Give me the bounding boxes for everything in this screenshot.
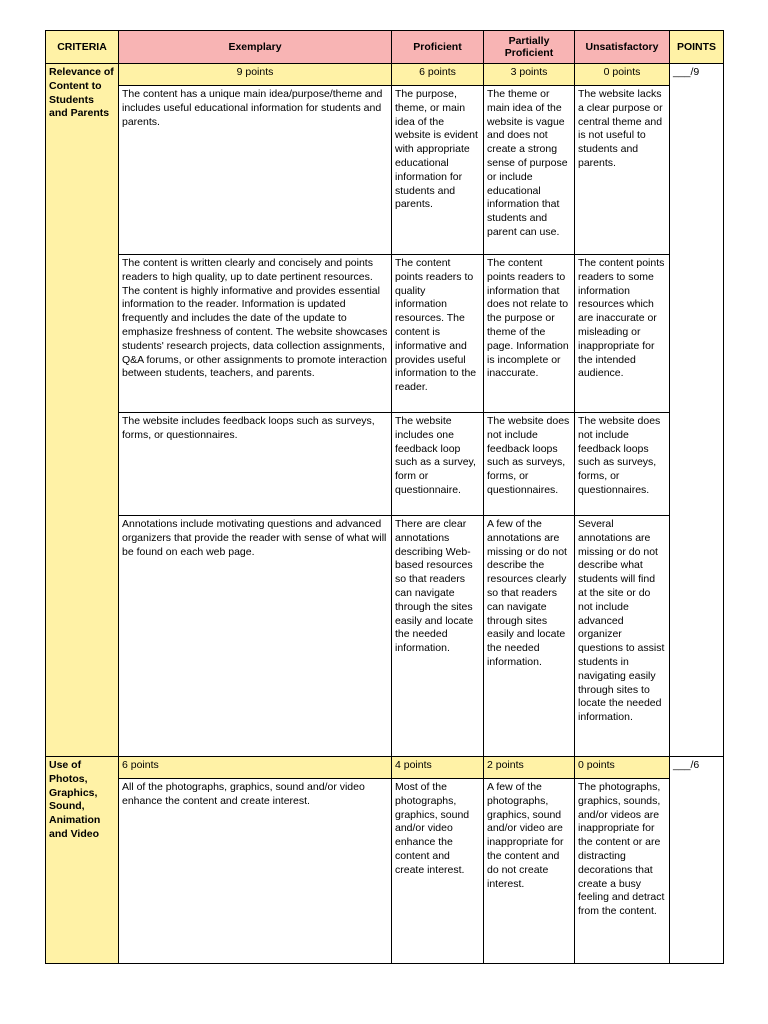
cell-unsatisfactory: The website does not include feedback loops such as surveys, forms, or questionnaires. bbox=[575, 413, 670, 516]
section-points-row bbox=[46, 64, 724, 86]
table-row bbox=[46, 86, 724, 255]
table-row bbox=[46, 779, 724, 964]
cell-partially-proficient: The content points readers to information that does not relate to the purpose or theme of the page. Information is incomplete or inaccurate. bbox=[484, 255, 575, 413]
score-cell: ___/9 bbox=[670, 64, 724, 757]
points-exemplary: 9 points bbox=[119, 64, 392, 86]
cell-exemplary: The website includes feedback loops such as surveys, forms, or questionnaires. bbox=[119, 413, 392, 516]
table-row bbox=[46, 516, 724, 757]
cell-proficient: The content points readers to quality information resources. The content is informative and provides useful information to the reader. bbox=[392, 255, 484, 413]
header-row bbox=[46, 31, 724, 64]
points-unsatisfactory: 0 points bbox=[575, 64, 670, 86]
cell-proficient: There are clear annotations describing Web-based resources so that readers can navigate through the sites easily and locate the needed information. bbox=[392, 516, 484, 757]
cell-partially-proficient: The website does not include feedback loops such as surveys, forms, or questionnaires. bbox=[484, 413, 575, 516]
cell-proficient: The website includes one feedback loop such as a survey, form or questionnaire. bbox=[392, 413, 484, 516]
cell-unsatisfactory: Several annotations are missing or do not describe what students will find at the site or do not include advanced organizer questions to assist students in navigating easily through sites to locate the needed information. bbox=[575, 516, 670, 757]
cell-proficient: The purpose, theme, or main idea of the website is evident with appropriate educational information for students and parents. bbox=[392, 86, 484, 255]
points-proficient: 4 points bbox=[392, 757, 484, 779]
cell-exemplary: The content has a unique main idea/purpose/theme and includes useful educational information for students and parents. bbox=[119, 86, 392, 255]
cell-unsatisfactory: The website lacks a clear purpose or central theme and is not useful to students and parents. bbox=[575, 86, 670, 255]
rubric-table bbox=[45, 30, 724, 964]
cell-proficient: Most of the photographs, graphics, sound and/or video enhance the content and create interest. bbox=[392, 779, 484, 964]
cell-unsatisfactory: The photographs, graphics, sounds, and/or videos are inappropriate for the content or are distracting decorations that create a busy feeling and detract from the content. bbox=[575, 779, 670, 964]
cell-unsatisfactory: The content points readers to some information resources which are inaccurate or misleading or inappropriate for the intended audience. bbox=[575, 255, 670, 413]
criterion-relevance: Relevance of Content to Students and Parents bbox=[46, 64, 119, 757]
cell-partially-proficient: A few of the photographs, graphics, sound and/or video are inappropriate for the content and do not create interest. bbox=[484, 779, 575, 964]
cell-exemplary: The content is written clearly and concisely and points readers to high quality, up to date pertinent resources. The content is highly informative and provides essential information to the reader. Information is updated frequently and includes the date of the update to emphasize freshness of content. The website showcases students' research projects, data collection assignments, Q&A forums, or other assignments to promote interaction between students, teachers, and parents. bbox=[119, 255, 392, 413]
header-exemplary: Exemplary bbox=[119, 31, 392, 64]
header-proficient: Proficient bbox=[392, 31, 484, 64]
points-proficient: 6 points bbox=[392, 64, 484, 86]
cell-exemplary: All of the photographs, graphics, sound and/or video enhance the content and create interest. bbox=[119, 779, 392, 964]
header-criteria: CRITERIA bbox=[46, 31, 119, 64]
section-points-row bbox=[46, 757, 724, 779]
cell-exemplary: Annotations include motivating questions and advanced organizers that provide the reader with sense of what will be found on each web page. bbox=[119, 516, 392, 757]
points-unsatisfactory: 0 points bbox=[575, 757, 670, 779]
cell-partially-proficient: A few of the annotations are missing or do not describe the resources clearly so that readers can navigate through sites easily and locate the needed information. bbox=[484, 516, 575, 757]
header-partially-proficient: Partially Proficient bbox=[484, 31, 575, 64]
points-partially-proficient: 3 points bbox=[484, 64, 575, 86]
points-exemplary: 6 points bbox=[119, 757, 392, 779]
header-points: POINTS bbox=[670, 31, 724, 64]
header-unsatisfactory: Unsatisfactory bbox=[575, 31, 670, 64]
points-partially-proficient: 2 points bbox=[484, 757, 575, 779]
table-row bbox=[46, 255, 724, 413]
score-cell: ___/6 bbox=[670, 757, 724, 964]
table-row bbox=[46, 413, 724, 516]
cell-partially-proficient: The theme or main idea of the website is vague and does not create a strong sense of purpose or include educational information that students and parent can use. bbox=[484, 86, 575, 255]
criterion-media: Use of Photos, Graphics, Sound, Animation and Video bbox=[46, 757, 119, 964]
